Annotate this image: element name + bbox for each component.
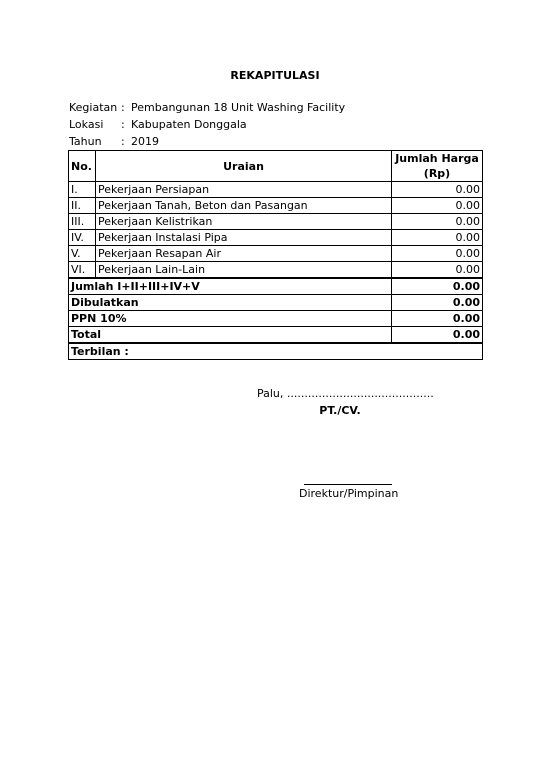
row-no: III. bbox=[69, 214, 96, 230]
row-amount: 0.00 bbox=[392, 198, 483, 214]
summary-amount: 0.00 bbox=[392, 327, 483, 344]
document-title: REKAPITULASI bbox=[230, 69, 320, 82]
header-no: No. bbox=[69, 151, 96, 182]
table-row bbox=[69, 214, 483, 230]
row-uraian: Pekerjaan Lain-Lain bbox=[96, 262, 392, 279]
signature-line bbox=[304, 484, 392, 485]
summary-row-ppn bbox=[69, 311, 483, 327]
info-separator: : bbox=[121, 118, 125, 131]
row-uraian: Pekerjaan Resapan Air bbox=[96, 246, 392, 262]
header-jumlah-line1: Jumlah Harga bbox=[395, 152, 479, 165]
row-uraian: Pekerjaan Tanah, Beton dan Pasangan bbox=[96, 198, 392, 214]
info-separator: : bbox=[121, 101, 125, 114]
signature-title: Direktur/Pimpinan bbox=[299, 487, 399, 500]
table-row bbox=[69, 198, 483, 214]
info-value: Pembangunan 18 Unit Washing Facility bbox=[131, 101, 346, 114]
summary-amount: 0.00 bbox=[392, 311, 483, 327]
info-separator: : bbox=[121, 135, 125, 148]
row-no: VI. bbox=[69, 262, 96, 279]
row-no: I. bbox=[69, 182, 96, 198]
row-uraian: Pekerjaan Persiapan bbox=[96, 182, 392, 198]
row-amount: 0.00 bbox=[392, 230, 483, 246]
signature-place-date: Palu, .......................................... bbox=[257, 387, 434, 400]
terbilan-label: Terbilan : bbox=[69, 343, 483, 360]
summary-amount: 0.00 bbox=[392, 278, 483, 295]
info-label: Kegiatan bbox=[69, 101, 118, 114]
summary-label: Dibulatkan bbox=[69, 295, 392, 311]
summary-label: PPN 10% bbox=[69, 311, 392, 327]
row-amount: 0.00 bbox=[392, 246, 483, 262]
row-amount: 0.00 bbox=[392, 214, 483, 230]
table-row bbox=[69, 230, 483, 246]
summary-row-total bbox=[69, 327, 483, 344]
terbilan-row bbox=[69, 343, 483, 360]
header-jumlah-line2: (Rp) bbox=[423, 167, 451, 180]
header-jumlah-harga bbox=[392, 151, 483, 182]
header-uraian: Uraian bbox=[96, 151, 392, 182]
recap-table bbox=[68, 150, 483, 360]
summary-row-jumlah bbox=[69, 278, 483, 295]
row-amount: 0.00 bbox=[392, 262, 483, 279]
row-no: II. bbox=[69, 198, 96, 214]
table-row bbox=[69, 262, 483, 279]
info-label: Tahun bbox=[69, 135, 102, 148]
info-label: Lokasi bbox=[69, 118, 104, 131]
info-value: 2019 bbox=[131, 135, 159, 148]
summary-label: Total bbox=[69, 327, 392, 344]
row-uraian: Pekerjaan Kelistrikan bbox=[96, 214, 392, 230]
row-no: IV. bbox=[69, 230, 96, 246]
row-uraian: Pekerjaan Instalasi Pipa bbox=[96, 230, 392, 246]
table-header-row bbox=[69, 151, 483, 182]
row-amount: 0.00 bbox=[392, 182, 483, 198]
summary-label: Jumlah I+II+III+IV+V bbox=[69, 278, 392, 295]
summary-amount: 0.00 bbox=[392, 295, 483, 311]
info-value: Kabupaten Donggala bbox=[131, 118, 247, 131]
table-row bbox=[69, 182, 483, 198]
table-row bbox=[69, 246, 483, 262]
row-no: V. bbox=[69, 246, 96, 262]
summary-row-dibulatkan bbox=[69, 295, 483, 311]
signature-company: PT./CV. bbox=[319, 404, 361, 417]
